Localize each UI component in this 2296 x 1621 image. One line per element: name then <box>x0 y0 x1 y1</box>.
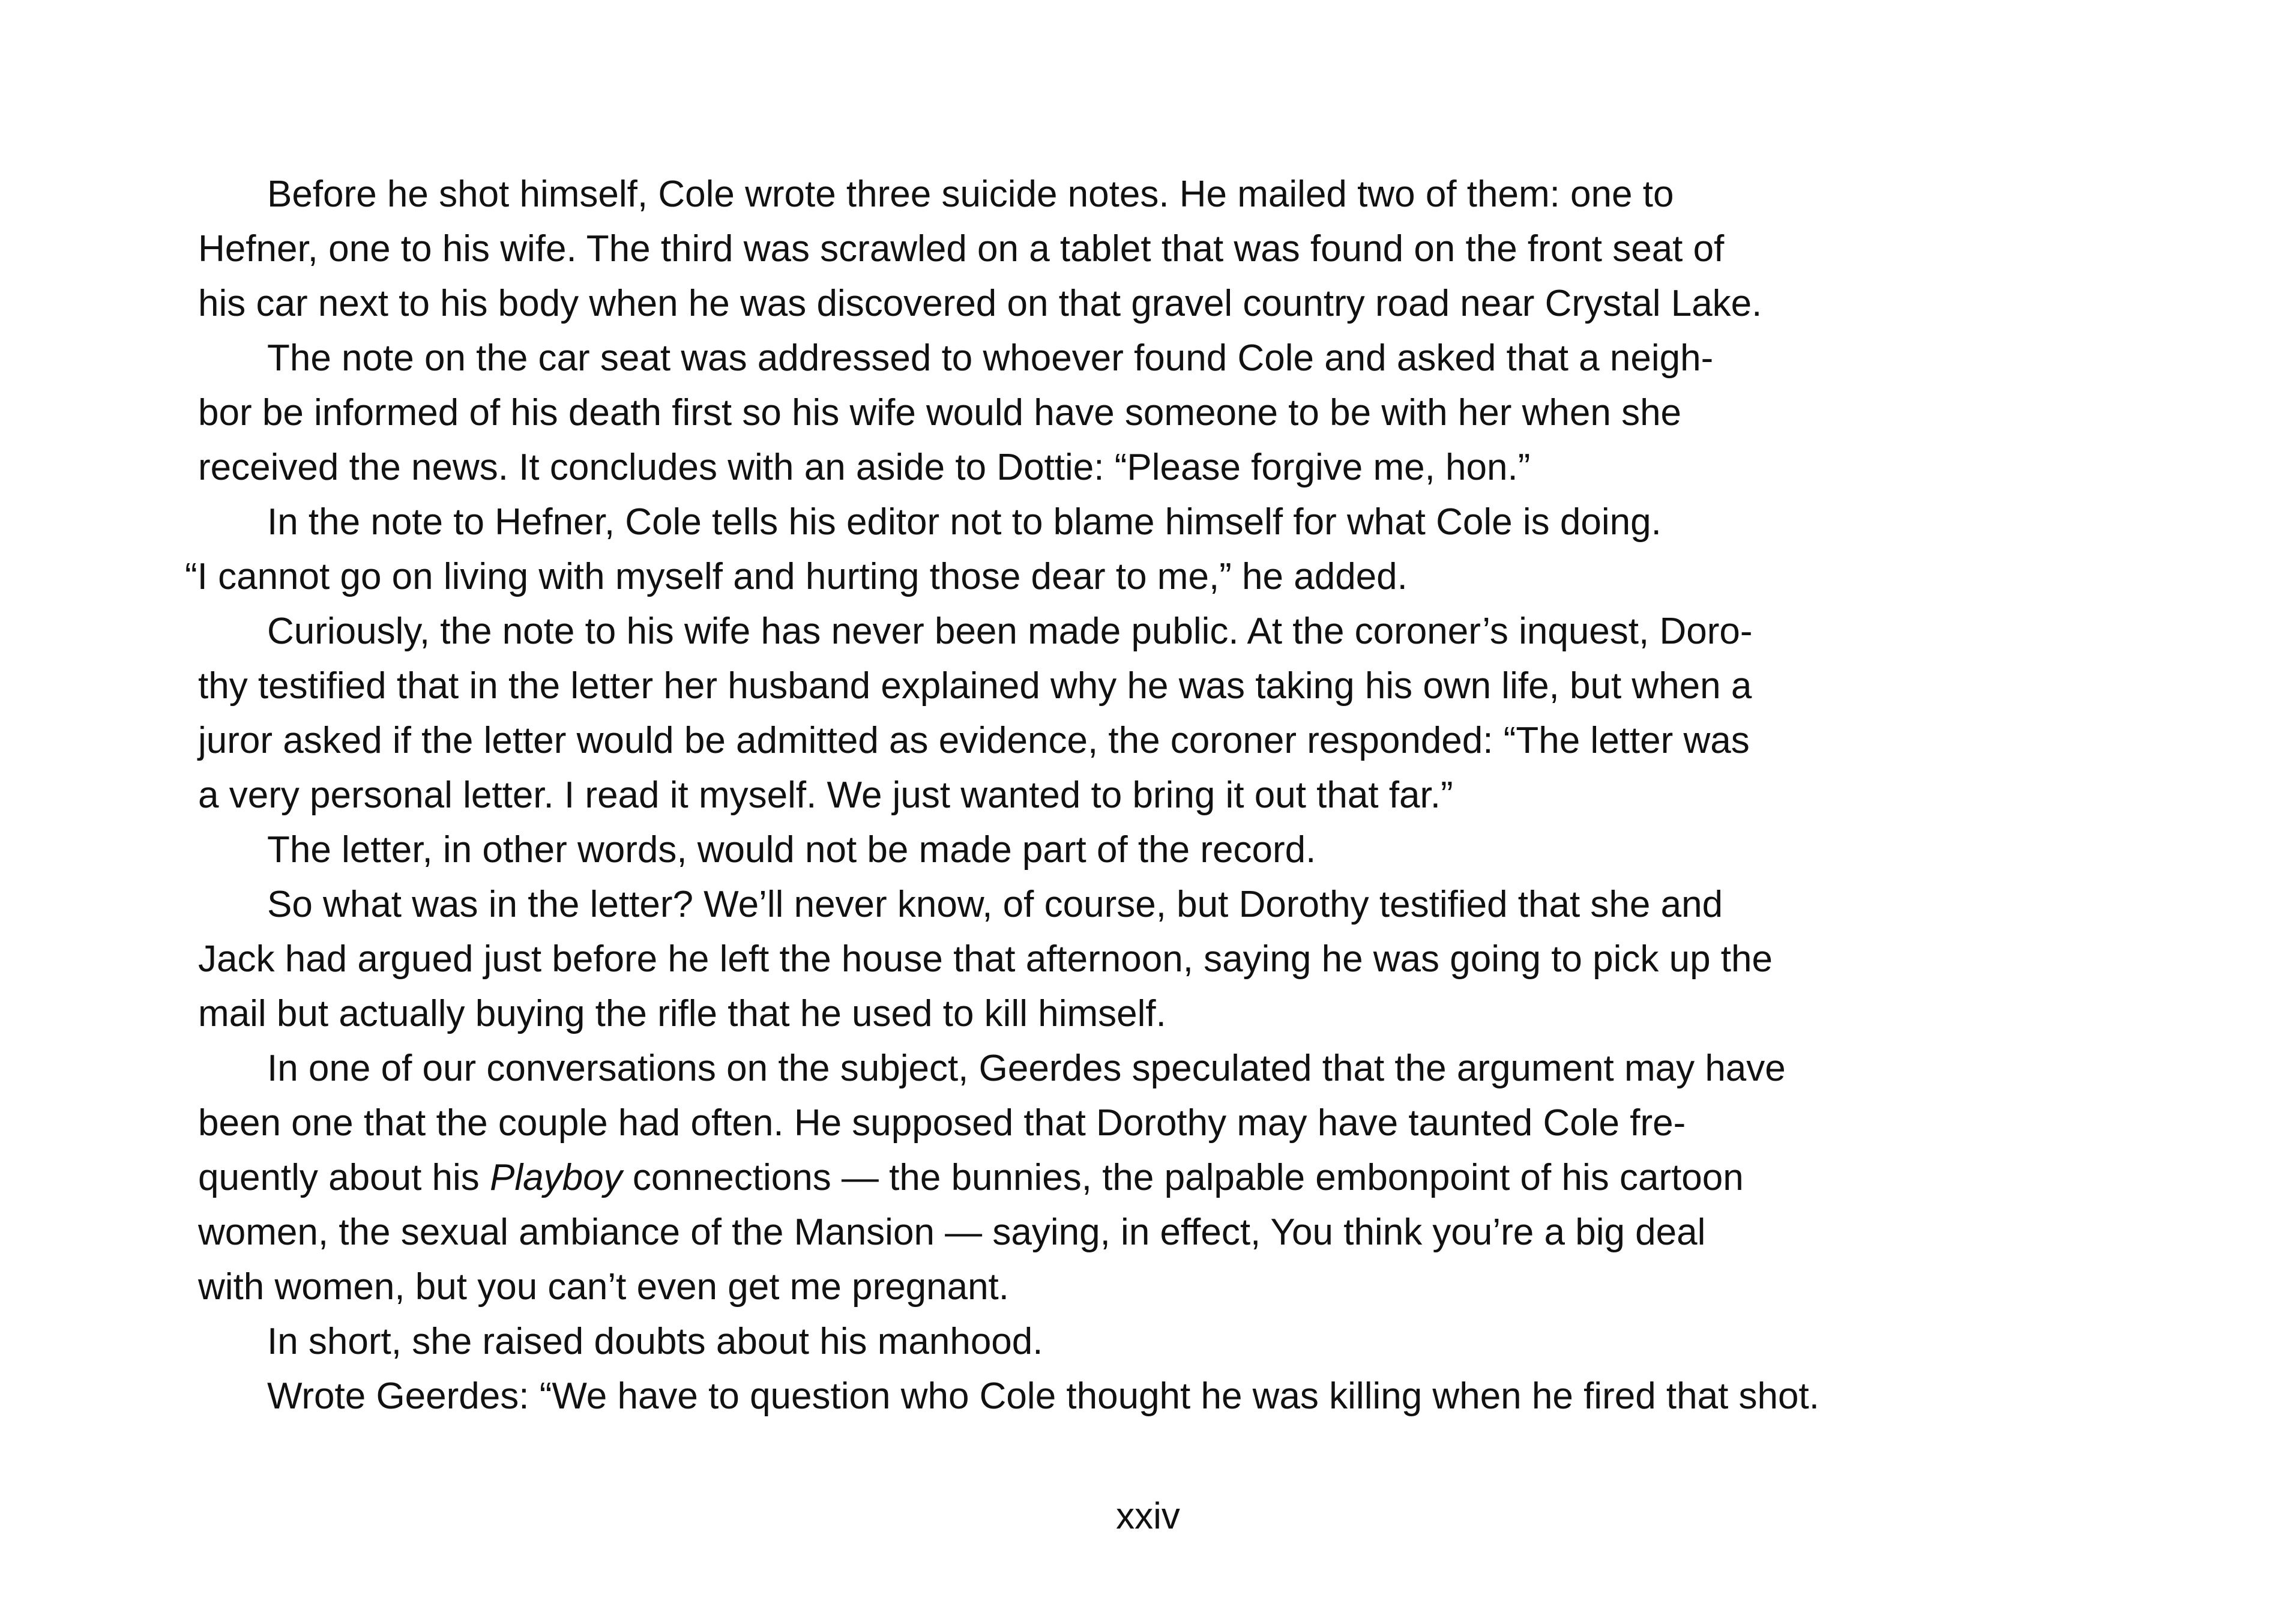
text-line: Hefner, one to his wife. The third was scrawled on a tablet that was found on the front seat of <box>198 228 1725 270</box>
text-line: The letter, in other words, would not be made part of the record. <box>267 829 1316 871</box>
italic-title: Playboy <box>490 1157 622 1198</box>
text-line: been one that the couple had often. He supposed that Dorothy may have taunted Cole fre- <box>198 1102 1686 1144</box>
text-line: juror asked if the letter would be admitted as evidence, the coroner responded: “The letter was <box>198 720 1750 761</box>
text-line: with women, but you can’t even get me pregnant. <box>198 1266 1010 1308</box>
text-line: a very personal letter. I read it myself. We just wanted to bring it out that far.” <box>198 774 1453 816</box>
text-line: mail but actually buying the rifle that he used to kill himself. <box>198 993 1166 1034</box>
text-line: “I cannot go on living with myself and hurting those dear to me,” he added. <box>185 556 1408 597</box>
text-line: Curiously, the note to his wife has never been made public. At the coroner’s inquest, Doro- <box>267 611 1753 652</box>
text-line: Wrote Geerdes: “We have to question who Cole thought he was killing when he fired that shot. <box>267 1375 1819 1417</box>
page-number: xxiv <box>1116 1496 1180 1537</box>
text-line: women, the sexual ambiance of the Mansion — saying, in effect, You think you’re a big deal <box>198 1212 1706 1253</box>
text-line: In short, she raised doubts about his manhood. <box>267 1321 1043 1362</box>
text-line: So what was in the letter? We’ll never know, of course, but Dorothy testified that she and <box>267 884 1723 925</box>
text-line: In one of our conversations on the subject, Geerdes speculated that the argument may have <box>267 1048 1786 1089</box>
text-line: Before he shot himself, Cole wrote three suicide notes. He mailed two of them: one to <box>267 174 1674 215</box>
text-line: bor be informed of his death first so his wife would have someone to be with her when she <box>198 392 1682 433</box>
text-segment: connections — the bunnies, the palpable embonpoint of his cartoon <box>622 1157 1744 1198</box>
text-line: his car next to his body when he was discovered on that gravel country road near Crystal Lake. <box>198 283 1762 324</box>
text-segment: quently about his <box>198 1157 490 1198</box>
body-text <box>185 167 2095 1423</box>
text-line: In the note to Hefner, Cole tells his editor not to blame himself for what Cole is doing. <box>267 501 1662 543</box>
text-line: received the news. It concludes with an aside to Dottie: “Please forgive me, hon.” <box>198 447 1531 488</box>
text-line: thy testified that in the letter her husband explained why he was taking his own life, but when a <box>198 665 1752 707</box>
text-line: The note on the car seat was addressed to whoever found Cole and asked that a neigh- <box>267 337 1714 379</box>
text-line <box>198 1150 2095 1205</box>
text-line: Jack had argued just before he left the house that afternoon, saying he was going to pick up the <box>198 938 1773 980</box>
